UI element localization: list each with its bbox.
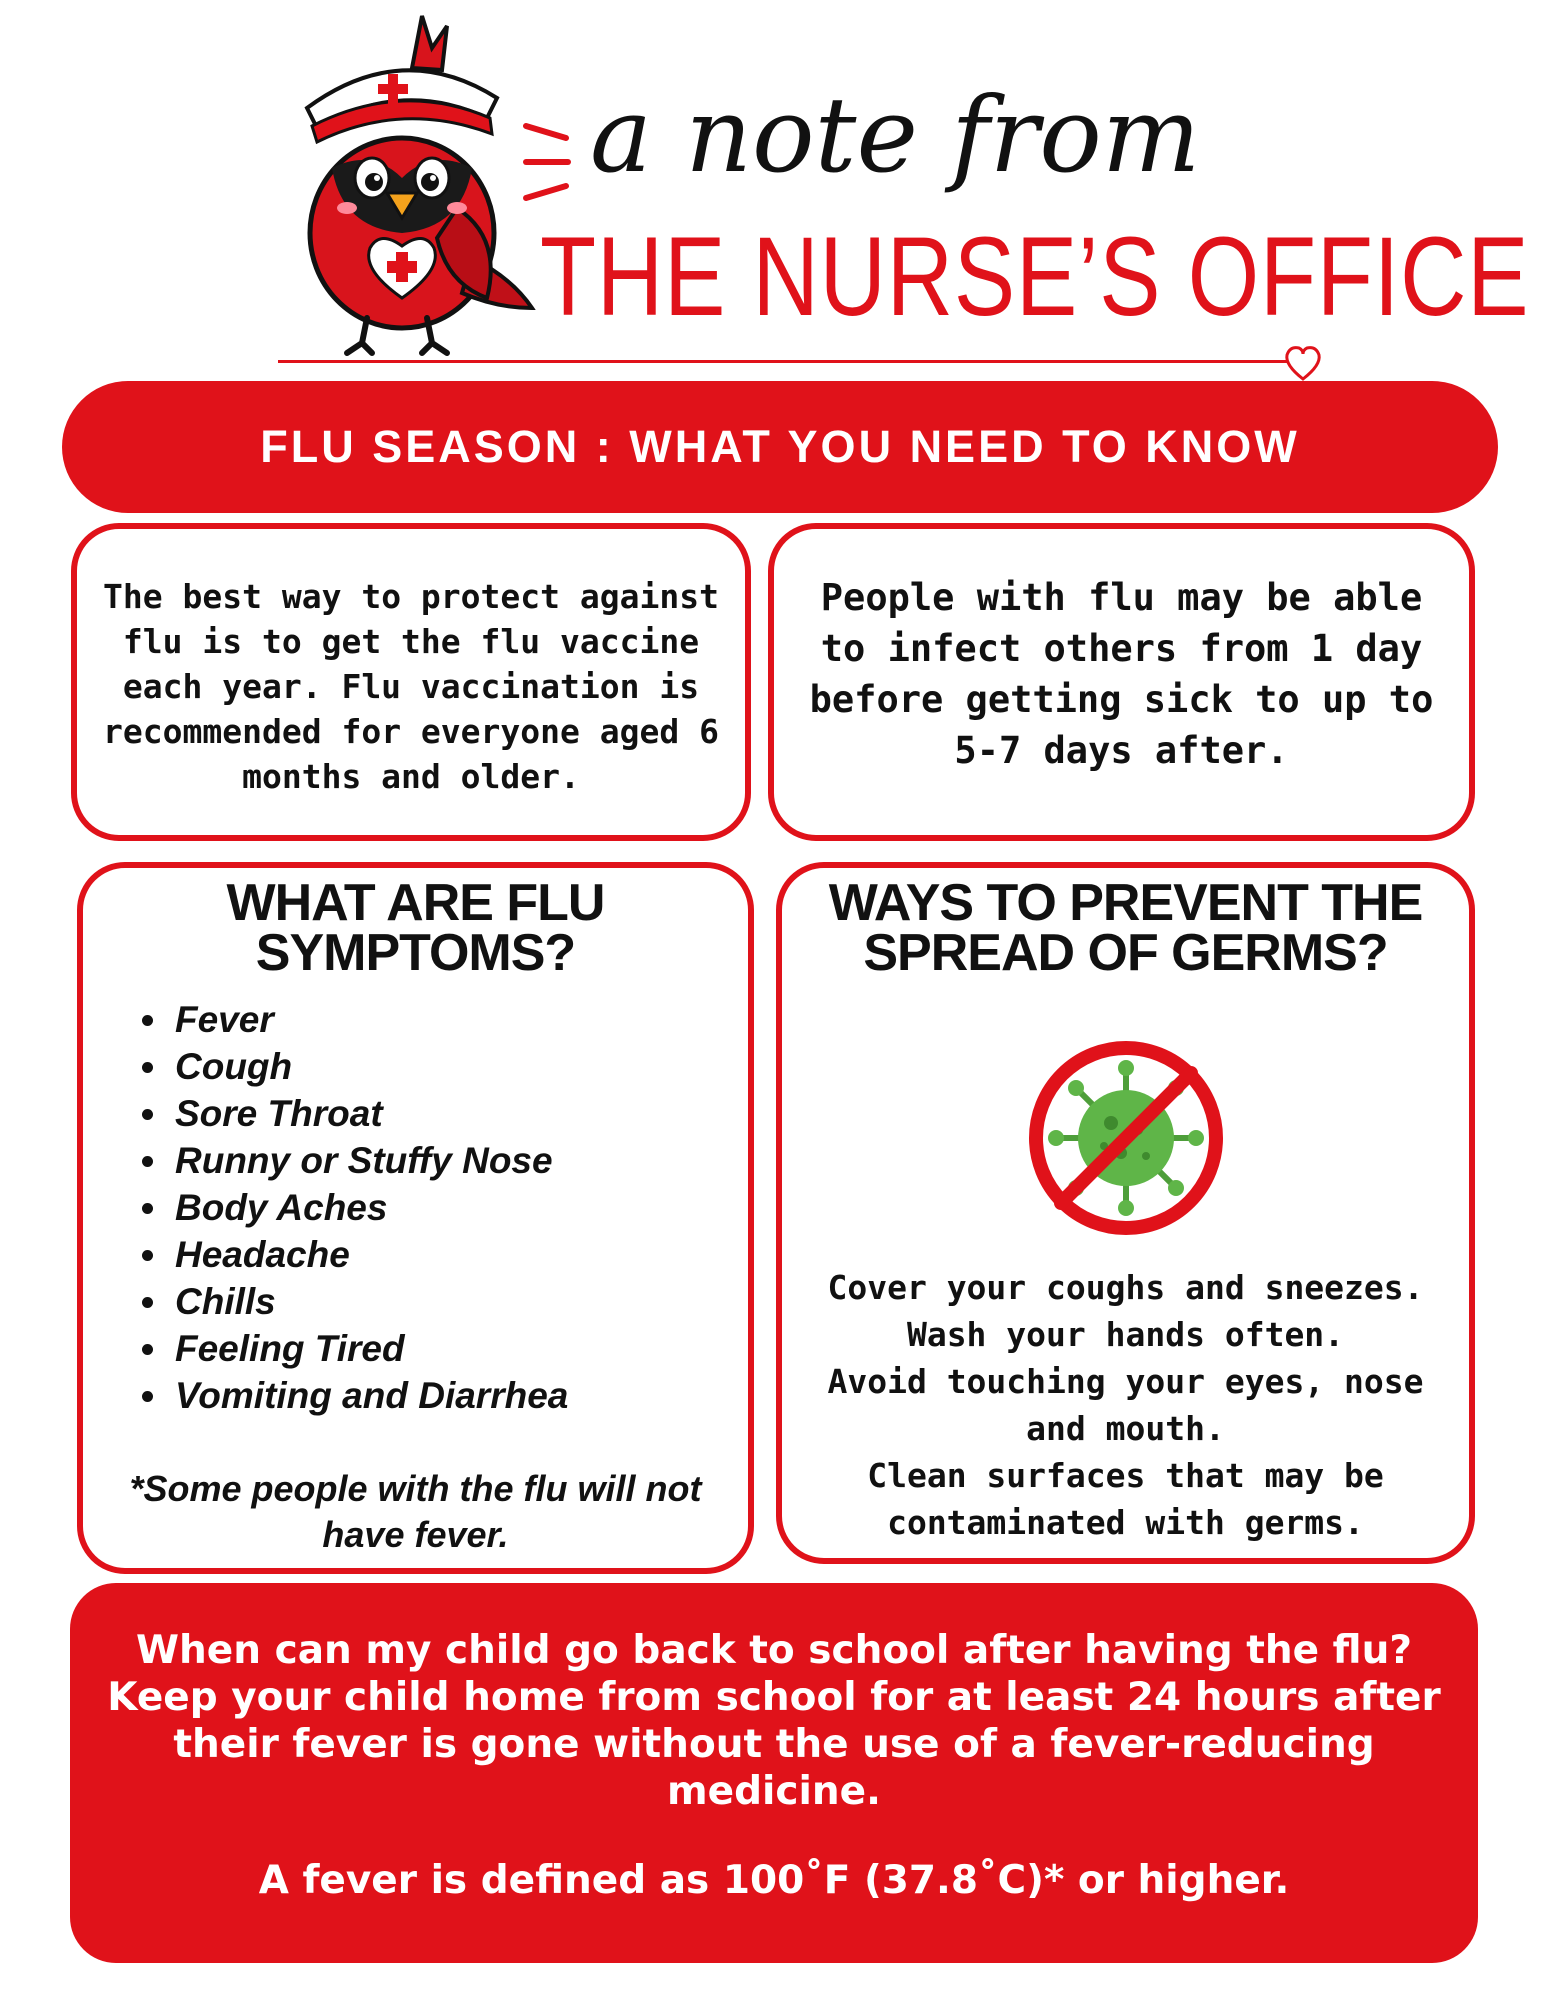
tip-line: Avoid touching your eyes, nose and mouth. (827, 1362, 1424, 1448)
contagious-info-text: People with flu may be able to infect others from 1 day before getting sick to up to 5-7 days after. (809, 576, 1434, 772)
symptoms-note: *Some people with the flu will not have fever. (129, 1468, 702, 1555)
tip-line: Cover your coughs and sneezes. (827, 1268, 1424, 1307)
header-script-line: a note from (590, 74, 1201, 196)
symptoms-box (77, 862, 754, 1574)
fever-definition: A fever is defined as 100˚F (37.8˚C)* or higher. (258, 1858, 1290, 1903)
banner-title: FLU SEASON : WHAT YOU NEED TO KNOW (260, 421, 1300, 472)
heart-icon (1282, 343, 1324, 383)
header-title: THE NURSE’S OFFICE (540, 214, 1530, 339)
prevention-box (776, 862, 1475, 1564)
list-item: • Runny or Stuffy Nose (171, 1137, 568, 1184)
list-item: • Chills (171, 1278, 568, 1325)
list-item: • Feeling Tired (171, 1325, 568, 1372)
vaccine-info-text: The best way to protect against flu is to get the flu vaccine each year. Flu vaccination is recommended for everyone aged 6 months and older. (103, 577, 719, 796)
tip-line: Wash your hands often. (906, 1315, 1345, 1354)
list-item: • Headache (171, 1231, 568, 1278)
symptoms-list (129, 996, 568, 1419)
contagious-info-box (768, 523, 1475, 841)
return-question: When can my child go back to school after having the flu? (136, 1628, 1412, 1673)
symptoms-heading: WHAT ARE FLU SYMPTOMS? (226, 874, 605, 982)
vaccine-info-box (71, 523, 751, 841)
list-item: • Fever (171, 996, 568, 1043)
cardinal-nurse-mascot-icon (262, 8, 542, 358)
return-to-school-box (70, 1583, 1478, 1963)
prevention-tips (788, 1264, 1463, 1546)
no-germs-icon (1026, 1038, 1226, 1238)
list-item: • Vomiting and Diarrhea (171, 1372, 568, 1419)
tip-line: Clean surfaces that may be contaminated with germs. (867, 1456, 1384, 1542)
list-item: • Body Aches (171, 1184, 568, 1231)
header-divider (278, 360, 1318, 363)
return-answer: Keep your child home from school for at least 24 hours after their fever is gone without the use of a fever-reducing medicine. (107, 1675, 1441, 1814)
list-item: • Sore Throat (171, 1090, 568, 1137)
list-item: • Cough (171, 1043, 568, 1090)
section-banner (62, 381, 1498, 513)
prevention-heading: WAYS TO PREVENT THE SPREAD OF GERMS? (828, 874, 1423, 982)
accent-lines-icon (520, 118, 578, 204)
return-to-school-text (80, 1627, 1468, 1815)
